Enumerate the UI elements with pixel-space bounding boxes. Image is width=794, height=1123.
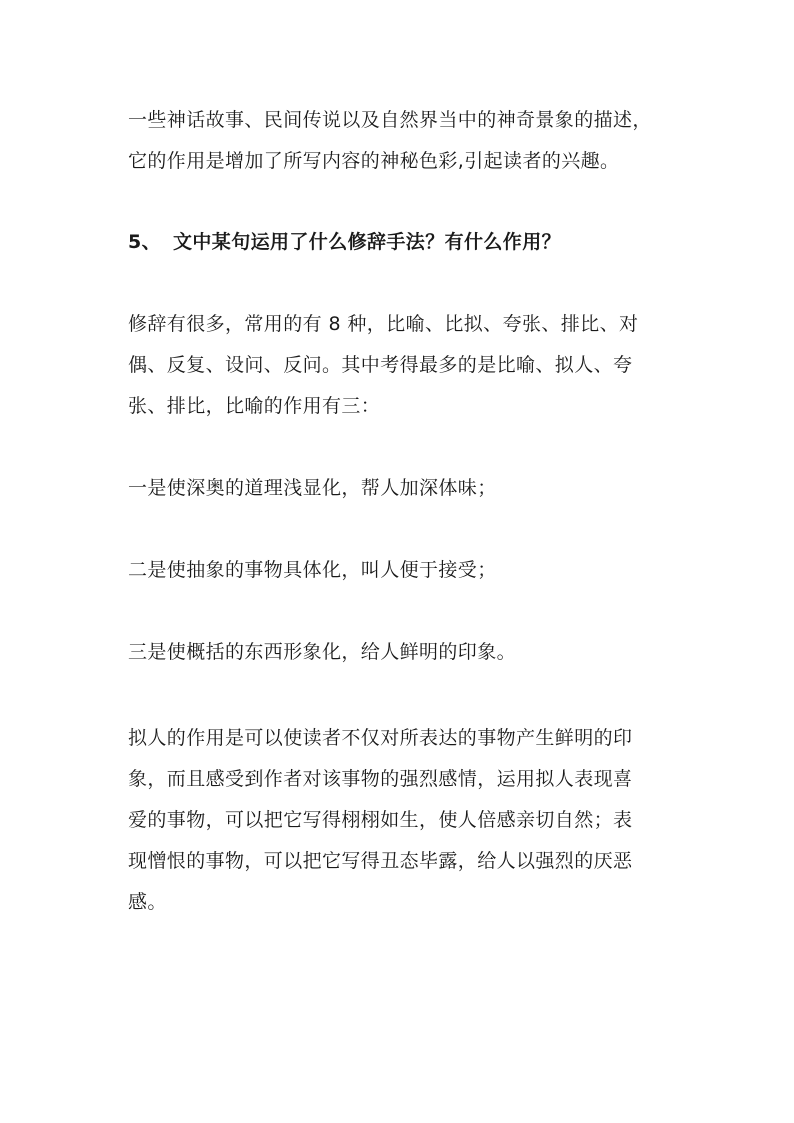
rhetoric-line-3: 张、排比，比喻的作用有三： [128,395,381,417]
point-one-text: 一是使深奥的道理浅显化，帮人加深体味； [128,477,497,499]
point-three [128,632,673,673]
section-number: 5、 [128,231,162,253]
personification-line-2: 象，而且感受到作者对该事物的强烈感情，运用拟人表现喜 [128,768,633,790]
personification-paragraph [128,718,673,923]
point-two [128,550,673,591]
rhetoric-line-2: 偶、反复、设问、反问。其中考得最多的是比喻、拟人、夸 [128,354,633,376]
rhetoric-line-1: 修辞有很多，常用的有 8 种，比喻、比拟、夸张、排比、对 [128,313,639,335]
personification-line-4: 现憎恨的事物，可以把它写得丑态毕露，给人以强烈的厌恶 [128,850,633,872]
point-one [128,468,673,509]
intro-paragraph [128,100,673,182]
intro-line-1: 一些神话故事、民间传说以及自然界当中的神奇景象的描述， [128,109,652,131]
point-three-text: 三是使概括的东西形象化，给人鲜明的印象。 [128,641,517,663]
section-heading [128,222,673,263]
personification-line-5: 感。 [128,891,167,913]
point-two-text: 二是使抽象的事物具体化，叫人便于接受； [128,559,497,581]
personification-line-1: 拟人的作用是可以使读者不仅对所表达的事物产生鲜明的印 [128,727,633,749]
rhetoric-paragraph [128,304,673,427]
intro-line-2: 它的作用是增加了所写内容的神秘色彩,引起读者的兴趣。 [128,150,620,172]
personification-line-3: 爱的事物，可以把它写得栩栩如生，使人倍感亲切自然；表 [128,809,633,831]
section-title: 文中某句运用了什么修辞手法？有什么作用？ [173,231,562,253]
